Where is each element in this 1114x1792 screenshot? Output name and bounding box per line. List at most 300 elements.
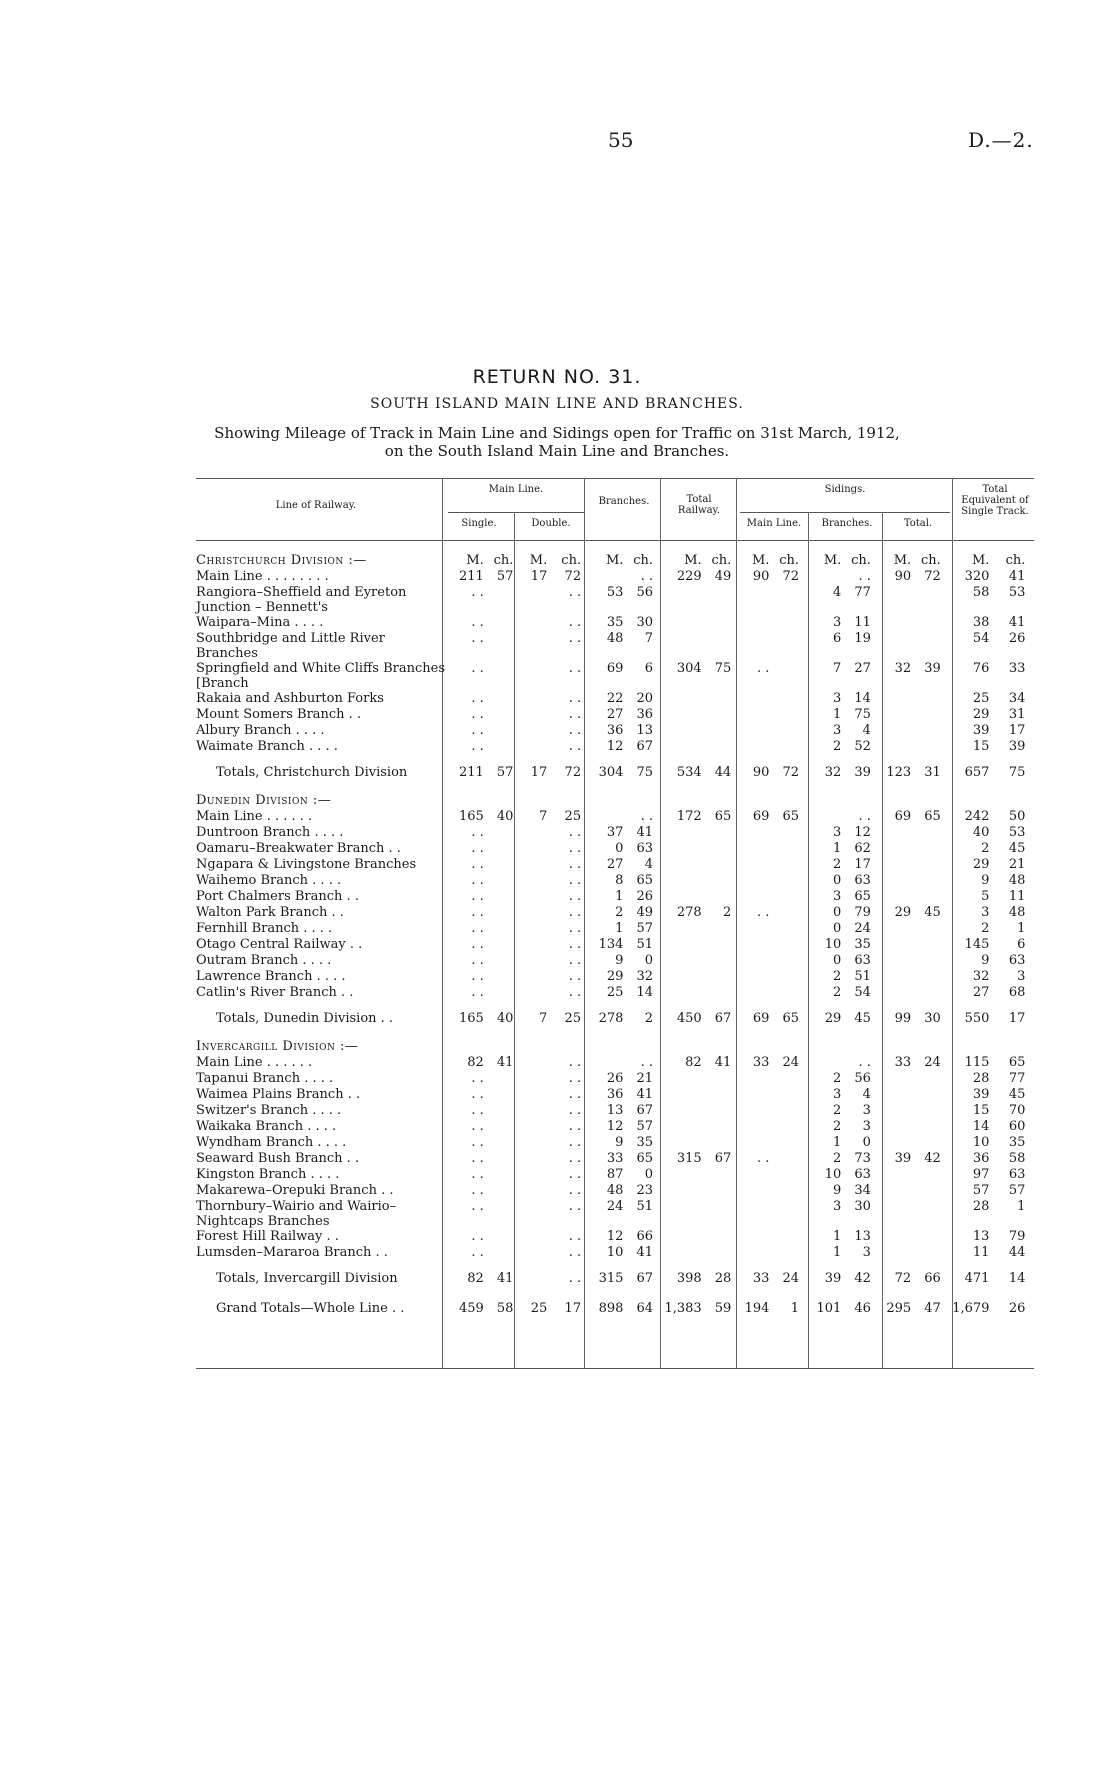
unit-miles: M. [529, 553, 548, 568]
value-csb: 3 [862, 1245, 871, 1260]
value-msb: 0 [833, 921, 842, 936]
value-csm [769, 889, 799, 905]
spacer [1025, 825, 1034, 841]
value-ct [702, 889, 732, 905]
value-cs [484, 707, 514, 723]
value-cs [484, 585, 514, 615]
value-cs: 57 [496, 569, 514, 584]
value-cst [911, 1087, 941, 1103]
value-cst [911, 707, 941, 723]
value-msb: 0 [833, 905, 842, 920]
table-row [196, 615, 1034, 631]
value-cb: 36 [636, 707, 654, 722]
unit-miles: M. [466, 553, 484, 568]
table-row [196, 985, 1034, 1001]
spacer [1025, 1199, 1034, 1229]
unit-chains: ch. [779, 553, 800, 568]
line-name: Makarewa–Orepuki Branch . . [196, 1183, 394, 1198]
line-name: Ngapara & Livingstone Branches [196, 857, 417, 872]
value-cd: . . [568, 1103, 582, 1118]
value-cst [911, 631, 941, 661]
value-msm [731, 1087, 769, 1103]
value-md [513, 1183, 547, 1199]
value-ct [702, 857, 732, 873]
value-meq: 145 [964, 937, 990, 952]
value-mt [653, 1167, 702, 1183]
value-ms: 165 [458, 1011, 484, 1026]
value-mst: 90 [894, 569, 912, 584]
value-mt [653, 1183, 702, 1199]
value-mb: 1 [615, 889, 624, 904]
table-row [196, 585, 1034, 615]
value-cb: 75 [636, 765, 654, 780]
value-cd: 25 [564, 809, 582, 824]
value-mst [871, 953, 911, 969]
spacer [1025, 585, 1034, 615]
value-msm [731, 1103, 769, 1119]
value-mt: 534 [676, 765, 702, 780]
value-msb: 2 [833, 969, 842, 984]
value-csb: 52 [854, 739, 871, 754]
value-ceq: 39 [1008, 739, 1026, 754]
value-mt [653, 953, 702, 969]
value-csm [769, 1103, 799, 1119]
value-csm [769, 631, 799, 661]
header-double: Double. [531, 518, 571, 529]
spacer [1025, 841, 1034, 857]
value-ceq: 41 [1008, 569, 1026, 584]
value-mb: 9 [615, 953, 624, 968]
value-mb: 134 [598, 937, 624, 952]
value-ms: . . [471, 1119, 484, 1134]
value-msm [731, 841, 769, 857]
value-cd: . . [568, 1087, 582, 1102]
line-name: Thornbury–Wairio and Wairio–Nightcaps Branches [196, 1199, 397, 1229]
value-mb: 278 [598, 1011, 624, 1026]
value-msb: 29 [824, 1011, 842, 1026]
spacer [1025, 1229, 1034, 1245]
spacer [1025, 953, 1034, 969]
value-md [513, 1103, 547, 1119]
value-md [513, 631, 547, 661]
value-cb: 67 [636, 1103, 654, 1118]
value-cd: . . [568, 921, 582, 936]
value-msb: 3 [833, 1199, 842, 1214]
value-mb: 33 [606, 1151, 624, 1166]
value-cs: 40 [496, 809, 514, 824]
value-cb: 49 [636, 905, 654, 920]
value-mb: 87 [606, 1167, 624, 1182]
value-cst [911, 969, 941, 985]
value-ct: 44 [714, 765, 732, 780]
unit-chains: ch. [493, 553, 514, 568]
value-ceq: 17 [1008, 723, 1026, 738]
unit-chains: ch. [711, 553, 732, 568]
value-meq: 39 [972, 1087, 990, 1102]
value-meq: 9 [981, 873, 990, 888]
spacer [1025, 691, 1034, 707]
value-ceq: 33 [1008, 661, 1026, 676]
line-name: Walton Park Branch . . [196, 905, 344, 920]
value-csm [769, 585, 799, 615]
value-csm [769, 615, 799, 631]
value-msm [731, 1229, 769, 1245]
division-heading: Invercargill Division :— [196, 1039, 359, 1054]
value-msb: 3 [833, 615, 842, 630]
value-md: 7 [538, 1011, 548, 1026]
value-cst [911, 985, 941, 1001]
table-row [196, 691, 1034, 707]
value-cb: 65 [636, 873, 654, 888]
value-ms: . . [471, 585, 484, 600]
value-ceq: 57 [1008, 1183, 1026, 1198]
value-cb: 2 [644, 1011, 654, 1026]
table-row [196, 1119, 1034, 1135]
table-row [196, 857, 1034, 873]
value-ct [702, 691, 732, 707]
line-name: Lumsden–Mararoa Branch . . [196, 1245, 388, 1260]
value-md [513, 937, 547, 953]
value-cst [911, 937, 941, 953]
value-csm [769, 969, 799, 985]
value-cd: 72 [564, 569, 582, 584]
table-row [196, 873, 1034, 889]
value-meq: 2 [981, 841, 990, 856]
value-cb: 23 [636, 1183, 654, 1198]
value-ct [702, 1103, 732, 1119]
value-cs [484, 1199, 514, 1229]
value-mst [871, 1135, 911, 1151]
value-cs [484, 615, 514, 631]
value-mt [653, 969, 702, 985]
value-csb: 35 [854, 937, 871, 952]
value-ct [702, 953, 732, 969]
value-mb [581, 569, 623, 585]
value-msm [731, 1135, 769, 1151]
value-ms: . . [471, 631, 484, 646]
value-cd: . . [568, 615, 582, 630]
value-csm [769, 985, 799, 1001]
table-row [196, 953, 1034, 969]
value-msm: . . [756, 1151, 770, 1166]
value-cst [911, 1229, 941, 1245]
value-mst [871, 857, 911, 873]
spacer [1025, 615, 1034, 631]
value-msm: . . [756, 661, 770, 676]
value-csb: 0 [862, 1135, 871, 1150]
spacer [1025, 937, 1034, 953]
value-cst: 65 [924, 809, 941, 824]
value-cst [911, 1245, 941, 1261]
value-csb: 45 [854, 1011, 871, 1026]
spacer [1025, 1293, 1034, 1317]
value-ct [702, 873, 732, 889]
return-subtitle: SOUTH ISLAND MAIN LINE AND BRANCHES. [370, 396, 744, 412]
spacer [1025, 1151, 1034, 1167]
value-mt [653, 1199, 702, 1229]
value-csb: 54 [854, 985, 871, 1000]
spacer [1025, 985, 1034, 1001]
division-total-row [196, 755, 1034, 787]
value-ct: 2 [723, 905, 732, 920]
value-md [513, 1071, 547, 1087]
value-msm [731, 1183, 769, 1199]
value-mst [871, 825, 911, 841]
value-csm [769, 921, 799, 937]
value-mst [871, 1245, 911, 1261]
value-csb: 27 [854, 661, 871, 676]
line-name: Switzer's Branch . . . . [196, 1103, 342, 1118]
value-mst [871, 937, 911, 953]
value-cb: 6 [644, 661, 654, 676]
value-msm: 69 [752, 809, 770, 824]
table-row [196, 723, 1034, 739]
value-msb: 1 [833, 841, 842, 856]
unit-miles: M. [684, 553, 702, 568]
rule-header-bottom [196, 540, 1034, 541]
value-mb: 304 [598, 765, 624, 780]
value-mst [871, 969, 911, 985]
value-cd: 17 [564, 1301, 582, 1316]
value-md [513, 615, 547, 631]
value-ms: . . [471, 1071, 484, 1086]
value-mt [653, 985, 702, 1001]
value-cs [484, 1229, 514, 1245]
value-cs [484, 739, 514, 755]
value-cb: 66 [636, 1229, 654, 1244]
value-ms: 82 [467, 1055, 484, 1070]
value-mb [581, 809, 623, 825]
value-cs [484, 1183, 514, 1199]
value-mb: 25 [606, 985, 624, 1000]
value-mb: 35 [606, 615, 624, 630]
value-msm [731, 1119, 769, 1135]
value-cd: . . [568, 1071, 582, 1086]
value-cb: 57 [636, 1119, 654, 1134]
value-mt [653, 1229, 702, 1245]
value-ms: . . [471, 1103, 484, 1118]
value-ct [702, 921, 732, 937]
value-cs [484, 1167, 514, 1183]
value-ct [702, 615, 732, 631]
value-cst [911, 953, 941, 969]
value-md: 17 [530, 765, 548, 780]
value-csb: 11 [854, 615, 871, 630]
value-msm [731, 825, 769, 841]
value-meq: 320 [964, 569, 990, 584]
header-sidings-total: Total. [903, 518, 933, 529]
unit-miles: M. [751, 553, 770, 568]
value-msb: 2 [833, 739, 842, 754]
value-msb: 3 [833, 1087, 842, 1102]
value-csm [769, 1183, 799, 1199]
line-name: Otago Central Railway . . [196, 937, 363, 952]
line-name: Oamaru–Breakwater Branch . . [196, 841, 401, 856]
value-ct [702, 1199, 732, 1229]
spacer [1025, 739, 1034, 755]
table-row [196, 1055, 1034, 1071]
value-cst: 45 [924, 905, 941, 920]
value-cb: 56 [636, 585, 654, 600]
value-cd: . . [568, 1199, 582, 1214]
value-mt: 1,383 [664, 1301, 702, 1316]
mileage-table [196, 553, 1034, 1317]
spacer [1025, 553, 1034, 569]
value-ct: 59 [714, 1301, 732, 1316]
spacer [1025, 1001, 1034, 1033]
grand-total-row [196, 1293, 1034, 1317]
value-ms: . . [471, 905, 484, 920]
value-mb: 36 [606, 723, 624, 738]
division-total-row [196, 1261, 1034, 1293]
value-ct [702, 937, 732, 953]
value-msb: 2 [833, 985, 842, 1000]
value-md [513, 691, 547, 707]
value-cs: 41 [496, 1055, 514, 1070]
line-name: Waipara–Mina . . . . [196, 615, 324, 630]
value-cb: 13 [636, 723, 654, 738]
value-meq: 39 [972, 723, 990, 738]
value-msb: 0 [833, 873, 842, 888]
value-mb: 24 [606, 1199, 624, 1214]
value-cst [911, 1135, 941, 1151]
value-ms: 82 [467, 1271, 484, 1286]
table-row [196, 1167, 1034, 1183]
value-mb: 8 [615, 873, 624, 888]
value-ct: 65 [714, 809, 732, 824]
spacer [1025, 755, 1034, 787]
value-csm [769, 1071, 799, 1087]
table-row [196, 569, 1034, 585]
value-csb: 79 [854, 905, 871, 920]
value-csb: 63 [854, 873, 871, 888]
value-cb: 0 [644, 1167, 654, 1182]
value-msm: 33 [752, 1055, 770, 1070]
value-ct: 28 [714, 1271, 732, 1286]
value-cst: 72 [924, 569, 941, 584]
value-msm [731, 1167, 769, 1183]
header-branches: Branches. [598, 496, 650, 507]
value-cs [484, 1135, 514, 1151]
value-csm [769, 1119, 799, 1135]
value-cd: . . [568, 889, 582, 904]
value-ceq: 14 [1008, 1271, 1026, 1286]
value-ms: . . [471, 873, 484, 888]
table-row [196, 889, 1034, 905]
spacer [1025, 889, 1034, 905]
value-csb: . . [858, 569, 871, 584]
value-ms: . . [471, 1245, 484, 1260]
value-cs [484, 1071, 514, 1087]
value-ms: 211 [458, 569, 484, 584]
table-row [196, 1071, 1034, 1087]
spacer [1025, 1183, 1034, 1199]
value-msm: . . [756, 905, 770, 920]
page-number: 55 [608, 128, 634, 152]
line-name: Waihemo Branch . . . . [196, 873, 342, 888]
value-cs [484, 873, 514, 889]
value-cb: . . [640, 569, 654, 584]
value-ceq: 45 [1008, 841, 1026, 856]
value-msb: 3 [833, 889, 842, 904]
value-ct [702, 1167, 732, 1183]
line-name: Kingston Branch . . . . [196, 1167, 340, 1182]
value-msb: 10 [824, 937, 842, 952]
value-msb: 2 [833, 857, 842, 872]
value-csm [769, 857, 799, 873]
table-row [196, 739, 1034, 755]
value-mt [653, 739, 702, 755]
value-csm [769, 1087, 799, 1103]
value-ms: . . [471, 661, 484, 676]
value-mt [653, 825, 702, 841]
value-md [513, 1135, 547, 1151]
value-csm: 1 [790, 1301, 800, 1316]
spacer [1025, 969, 1034, 985]
value-meq: 57 [972, 1183, 990, 1198]
table-row [196, 661, 1034, 691]
value-ceq: 68 [1008, 985, 1026, 1000]
value-meq: 29 [972, 857, 990, 872]
unit-chains: ch. [633, 553, 654, 568]
value-ceq: 53 [1008, 585, 1026, 600]
value-cst [911, 1167, 941, 1183]
value-msb: 3 [833, 825, 842, 840]
value-ct: 75 [714, 661, 732, 676]
value-mst: 123 [886, 765, 912, 780]
spacer [1025, 1167, 1034, 1183]
value-cd: . . [568, 585, 582, 600]
spacer [1025, 1245, 1034, 1261]
value-msb: 6 [833, 631, 842, 646]
value-mb: 13 [606, 1103, 624, 1118]
value-csb: 65 [854, 889, 871, 904]
header-single: Single. [461, 518, 497, 529]
value-csb: 51 [854, 969, 871, 984]
value-cd: . . [568, 1271, 582, 1286]
value-csm [769, 691, 799, 707]
value-ceq: 50 [1008, 809, 1026, 824]
value-meq: 10 [972, 1135, 990, 1150]
value-csb: 24 [854, 921, 871, 936]
value-mb: 36 [606, 1087, 624, 1102]
value-meq: 38 [972, 615, 990, 630]
value-mst [871, 1071, 911, 1087]
value-cb: 7 [644, 631, 654, 646]
value-mb [581, 1055, 623, 1071]
value-cd: . . [568, 1119, 582, 1134]
value-ct [702, 723, 732, 739]
value-mst [871, 873, 911, 889]
value-meq: 15 [972, 739, 990, 754]
value-cst [911, 873, 941, 889]
value-mb: 898 [598, 1301, 624, 1316]
table-row [196, 905, 1034, 921]
value-mst [871, 1103, 911, 1119]
value-mst: 69 [894, 809, 912, 824]
document-reference: D.—2. [968, 128, 1034, 152]
value-ms: . . [471, 691, 484, 706]
value-ceq: 1 [1017, 921, 1026, 936]
line-name: Rangiora–Sheffield and Eyreton Junction – Bennett's [196, 585, 407, 615]
value-mb: 1 [615, 921, 624, 936]
value-ms: . . [471, 825, 484, 840]
value-cs [484, 691, 514, 707]
value-csb: 12 [854, 825, 871, 840]
line-name: Springfield and White Cliffs Branches [Branch [196, 661, 445, 691]
value-mt [653, 707, 702, 723]
value-ms: . . [471, 985, 484, 1000]
